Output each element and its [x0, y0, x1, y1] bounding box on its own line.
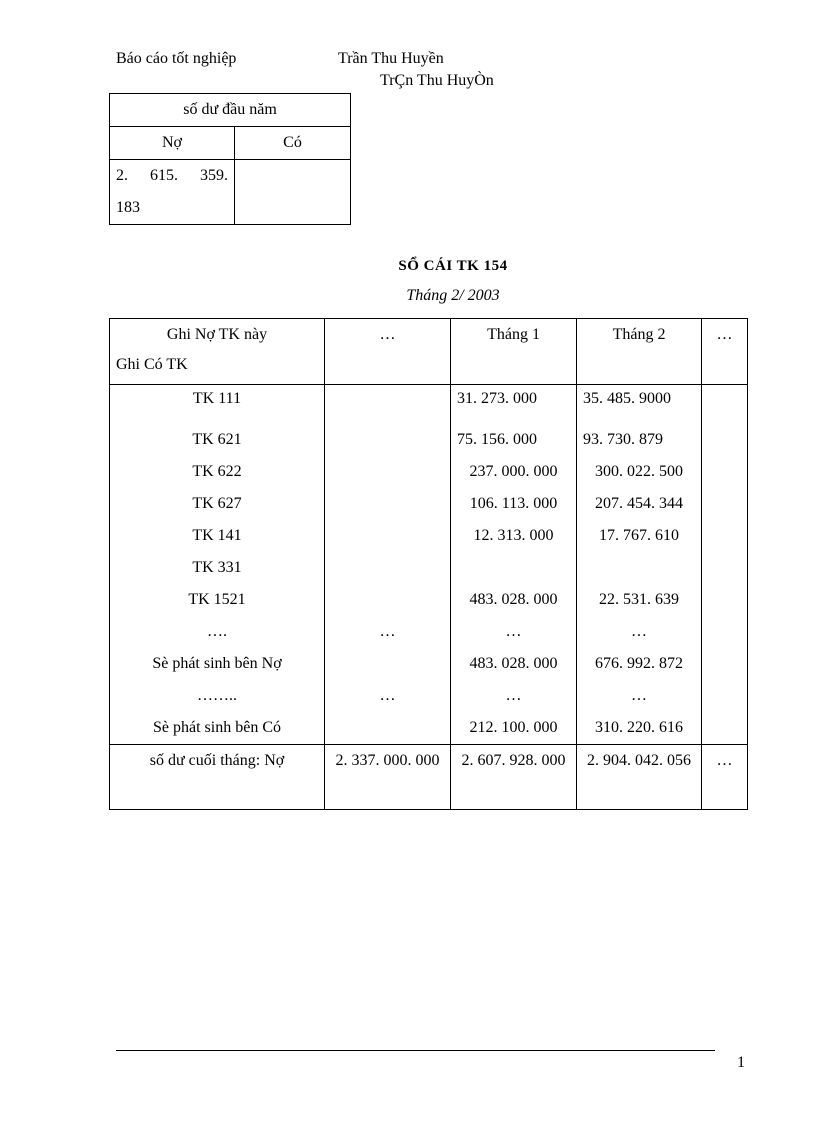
- ledger-row: [110, 456, 748, 488]
- opening-balance-credit-label: Có: [235, 127, 351, 160]
- ledger-row-month2: 17. 767. 610: [577, 520, 702, 552]
- ledger-row-account: TK 627: [110, 488, 325, 520]
- ledger-row-prev: [325, 584, 451, 616]
- author-name-garbled: TrÇn Thu HuyÒn: [380, 72, 494, 89]
- opening-balance-table: [109, 93, 351, 225]
- ledger-row-last: [702, 385, 748, 425]
- author-name: Trần Thu Huyền: [338, 50, 444, 67]
- ledger-row-prev: [325, 424, 451, 456]
- ledger-row-month1: 12. 313. 000: [451, 520, 577, 552]
- ledger-row-last: [702, 712, 748, 745]
- ledger-row: [110, 648, 748, 680]
- ledger-row: [110, 385, 748, 425]
- ledger-header-row: [110, 319, 748, 385]
- ledger-row: [110, 616, 748, 648]
- ledger-row-account: TK 622: [110, 456, 325, 488]
- ledger-row-last: [702, 520, 748, 552]
- opening-balance-debit-value: 2. 615. 359. 183: [110, 160, 235, 225]
- ledger-row-month1: 75. 156. 000: [451, 424, 577, 456]
- ledger-row: [110, 584, 748, 616]
- report-title: Báo cáo tốt nghiệp: [116, 50, 237, 67]
- ledger-row-month2: …: [577, 680, 702, 712]
- ledger-closing-label: số dư cuối tháng: Nợ: [110, 745, 325, 810]
- ledger-row-month1: [451, 552, 577, 584]
- ledger-row-month2: 207. 454. 344: [577, 488, 702, 520]
- ledger-subtitle: Tháng 2/ 2003: [406, 287, 500, 304]
- ledger-row-prev: [325, 712, 451, 745]
- ledger-row-last: [702, 616, 748, 648]
- page-number: 1: [737, 1054, 745, 1071]
- ledger-row: [110, 552, 748, 584]
- ledger-row-prev: [325, 456, 451, 488]
- ledger-row-prev: [325, 488, 451, 520]
- ledger-row-account: TK 331: [110, 552, 325, 584]
- ledger-row-last: [702, 680, 748, 712]
- ledger-row-last: [702, 584, 748, 616]
- ledger-row-account: TK 1521: [110, 584, 325, 616]
- ledger-row-account: TK 621: [110, 424, 325, 456]
- ledger-row-last: [702, 456, 748, 488]
- ledger-closing-last: …: [702, 745, 748, 810]
- ledger-table: [109, 318, 748, 810]
- ledger-closing-prev: 2. 337. 000. 000: [325, 745, 451, 810]
- ledger-row-account: ……..: [110, 680, 325, 712]
- opening-balance-title: số dư đầu năm: [110, 94, 351, 127]
- opening-balance-debit-label: Nợ: [110, 127, 235, 160]
- ledger-row: [110, 712, 748, 745]
- ledger-header-month1: Tháng 1: [451, 319, 577, 385]
- ledger-row: [110, 424, 748, 456]
- ledger-row-month1: 237. 000. 000: [451, 456, 577, 488]
- ledger-closing-month2: 2. 904. 042. 056: [577, 745, 702, 810]
- ledger-row-month1: 212. 100. 000: [451, 712, 577, 745]
- ledger-row-last: [702, 424, 748, 456]
- ledger-row-month1: 483. 028. 000: [451, 648, 577, 680]
- ledger-row-month2: 676. 992. 872: [577, 648, 702, 680]
- ledger-row-last: [702, 488, 748, 520]
- ledger-row-month2: 22. 531. 639: [577, 584, 702, 616]
- ledger-row-month1: …: [451, 616, 577, 648]
- ledger-header-ellipsis: …: [325, 319, 451, 385]
- ledger-row-account: ….: [110, 616, 325, 648]
- ledger-row-prev: …: [325, 680, 451, 712]
- ledger-closing-row: [110, 745, 748, 810]
- ledger-row-month2: 35. 485. 9000: [577, 385, 702, 425]
- ledger-row-account: TK 111: [110, 385, 325, 425]
- ledger-header-account-line1: Ghi Nợ TK này: [166, 326, 268, 343]
- ledger-row-prev: …: [325, 616, 451, 648]
- footer-rule: [116, 1050, 715, 1051]
- ledger-row: [110, 520, 748, 552]
- ledger-header-month2: Tháng 2: [577, 319, 702, 385]
- ledger-row-prev: [325, 648, 451, 680]
- ledger-closing-month1: 2. 607. 928. 000: [451, 745, 577, 810]
- ledger-row: [110, 680, 748, 712]
- ledger-row-month2: 310. 220. 616: [577, 712, 702, 745]
- ledger-row-last: [702, 648, 748, 680]
- ledger-row-month2: [577, 552, 702, 584]
- ledger-row-account: Sè phát sinh bên Có: [110, 712, 325, 745]
- ledger-row-month2: 300. 022. 500: [577, 456, 702, 488]
- ledger-header-account: [110, 319, 325, 385]
- ledger-row-month2: …: [577, 616, 702, 648]
- ledger-row-prev: [325, 385, 451, 425]
- ledger-row-prev: [325, 520, 451, 552]
- ledger-row-month2: 93. 730. 879: [577, 424, 702, 456]
- ledger-row-last: [702, 552, 748, 584]
- ledger-row-prev: [325, 552, 451, 584]
- ledger-header-account-line2: Ghi Có TK: [116, 356, 188, 373]
- opening-balance-credit-value: [235, 160, 351, 225]
- ledger-row-account: TK 141: [110, 520, 325, 552]
- ledger-row-month1: 106. 113. 000: [451, 488, 577, 520]
- ledger-row-account: Sè phát sinh bên Nợ: [110, 648, 325, 680]
- ledger-header-last: …: [702, 319, 748, 385]
- ledger-row: [110, 488, 748, 520]
- ledger-row-month1: 483. 028. 000: [451, 584, 577, 616]
- ledger-title: SỔ CÁI TK 154: [398, 258, 508, 274]
- ledger-row-month1: …: [451, 680, 577, 712]
- ledger-row-month1: 31. 273. 000: [451, 385, 577, 425]
